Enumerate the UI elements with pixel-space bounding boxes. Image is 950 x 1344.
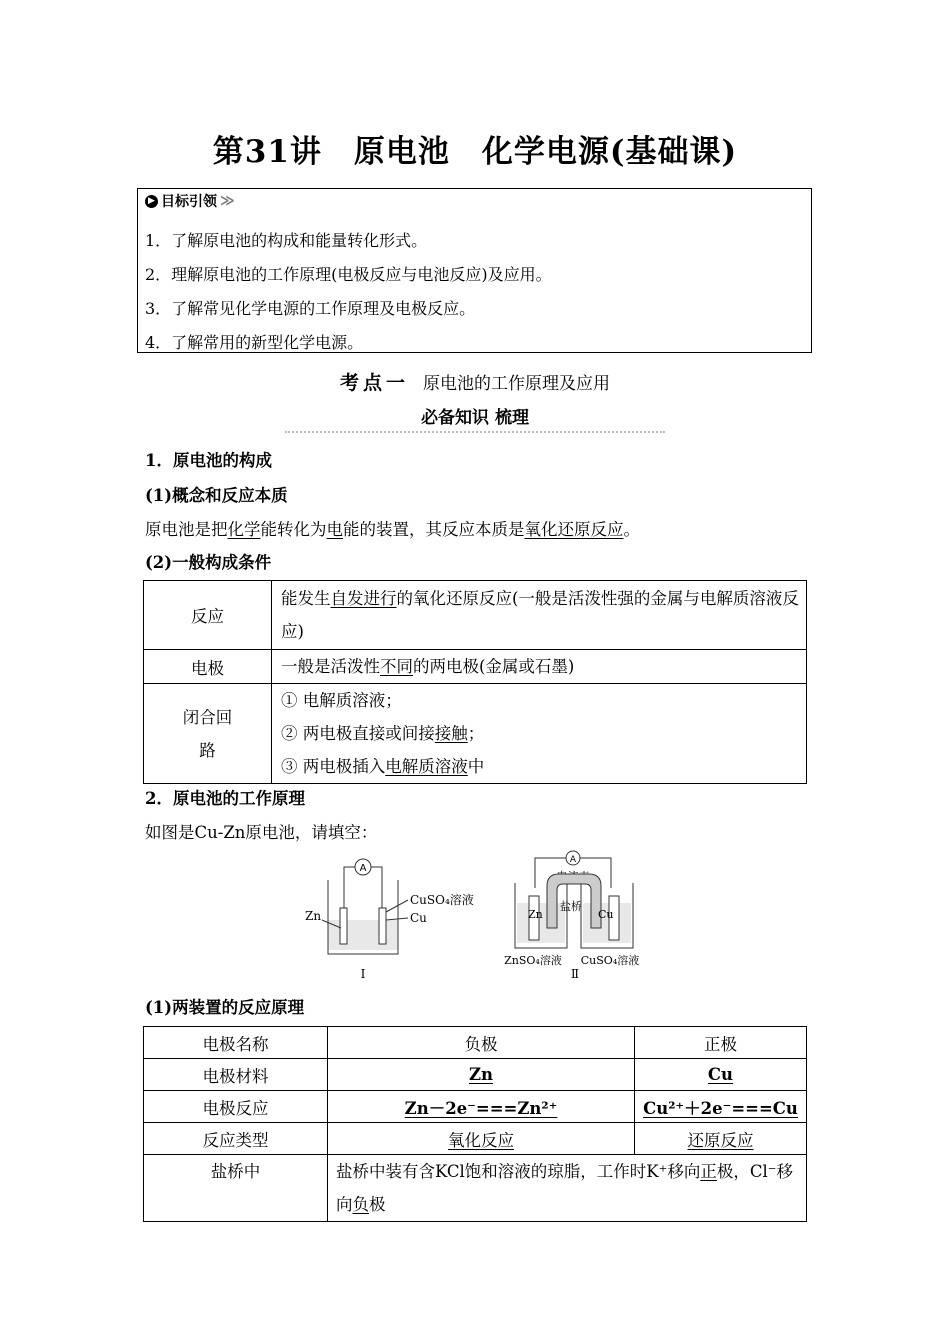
subheading-reaction-principle: (1)两装置的反应原理 <box>145 998 305 1017</box>
header-cell: 电极名称 <box>144 1027 328 1059</box>
knowledge-banner: 必备知识 梳理 <box>421 408 529 428</box>
row-key: 反应 <box>144 581 272 650</box>
table-header-row <box>144 1027 807 1059</box>
cell: Cu <box>635 1059 807 1091</box>
svg-text:ZnSO₄溶液: ZnSO₄溶液 <box>504 954 562 967</box>
goal-item: 2．理解原电池的工作原理(电极反应与电池反应)及应用。 <box>145 265 552 284</box>
cell: 盐桥中装有含KCl饱和溶液的琼脂，工作时K⁺移向正极，Cl⁻移向负极 <box>328 1155 807 1222</box>
goal-item: 3．了解常见化学电源的工作原理及电极反应。 <box>145 299 476 318</box>
heading-principle: 2．原电池的工作原理 <box>145 789 305 808</box>
cell: 还原反应 <box>635 1123 807 1155</box>
header-cell: 负极 <box>328 1027 635 1059</box>
goal-item: 1．了解原电池的构成和能量转化形式。 <box>145 231 428 250</box>
section-label: 考点一 <box>339 372 409 394</box>
cell-diagram-1 <box>300 850 490 985</box>
table-row <box>144 1155 807 1222</box>
row-key: 电极 <box>144 650 272 684</box>
row-value: ① 电解质溶液； ② 两电极直接或间接接触； ③ 两电极插入电解质溶液中 <box>272 684 807 784</box>
svg-text:Zn: Zn <box>528 908 543 921</box>
concept-paragraph: 原电池是把化学能转化为电能的装置，其反应本质是氧化还原反应。 <box>145 520 640 539</box>
header-cell: 正极 <box>635 1027 807 1059</box>
cell-diagram-2 <box>495 848 655 985</box>
table-row <box>144 650 807 684</box>
svg-text:CuSO₄溶液: CuSO₄溶液 <box>410 893 474 907</box>
table-row <box>144 1059 807 1091</box>
reaction-table <box>143 1026 807 1222</box>
subheading-concept: (1)概念和反应本质 <box>145 486 288 505</box>
svg-text:Cu: Cu <box>410 911 427 925</box>
row-key: 电极反应 <box>144 1091 328 1123</box>
conditions-table <box>143 580 807 784</box>
svg-text:Cu: Cu <box>598 908 614 921</box>
section-title: 原电池的工作原理及应用 <box>423 374 610 394</box>
cell: Cu²⁺＋2e⁻===Cu <box>635 1091 807 1123</box>
cell: Zn－2e⁻===Zn²⁺ <box>328 1091 635 1123</box>
row-value: 一般是活泼性不同的两电极(金属或石墨) <box>272 650 807 684</box>
figure-intro: 如图是Cu-Zn原电池，请填空： <box>145 823 378 842</box>
svg-text:A: A <box>569 855 577 865</box>
row-key: 盐桥中 <box>144 1155 328 1222</box>
goals-header-label: 目标引领 <box>161 194 217 210</box>
banner-divider <box>285 431 665 433</box>
goal-item: 4．了解常用的新型化学电源。 <box>145 333 364 352</box>
goals-header <box>145 191 235 211</box>
svg-text:Ⅰ: Ⅰ <box>360 967 366 981</box>
double-chevron-icon: ≫ <box>220 193 235 209</box>
cell: 氧化反应 <box>328 1123 635 1155</box>
row-key: 闭合回路 <box>144 684 272 784</box>
table-row <box>144 581 807 650</box>
svg-text:Zn: Zn <box>305 909 322 923</box>
heading-composition: 1．原电池的构成 <box>145 451 272 470</box>
subheading-conditions: (2)一般构成条件 <box>145 553 272 572</box>
row-key: 反应类型 <box>144 1123 328 1155</box>
cell: Zn <box>328 1059 635 1091</box>
svg-text:A: A <box>359 863 367 874</box>
row-value: 能发生自发进行的氧化还原反应(一般是活泼性强的金属与电解质溶液反应) <box>272 581 807 650</box>
svg-text:Ⅱ: Ⅱ <box>570 967 580 981</box>
svg-text:CuSO₄溶液: CuSO₄溶液 <box>580 954 640 967</box>
table-row <box>144 684 807 784</box>
page-title: 第31讲 原电池 化学电源(基础课) <box>212 134 738 170</box>
table-row <box>144 1091 807 1123</box>
arrow-icon: ▶ <box>145 195 158 208</box>
svg-text:盐桥: 盐桥 <box>560 900 582 913</box>
section-heading <box>0 368 950 395</box>
row-key: 电极材料 <box>144 1059 328 1091</box>
table-row <box>144 1123 807 1155</box>
